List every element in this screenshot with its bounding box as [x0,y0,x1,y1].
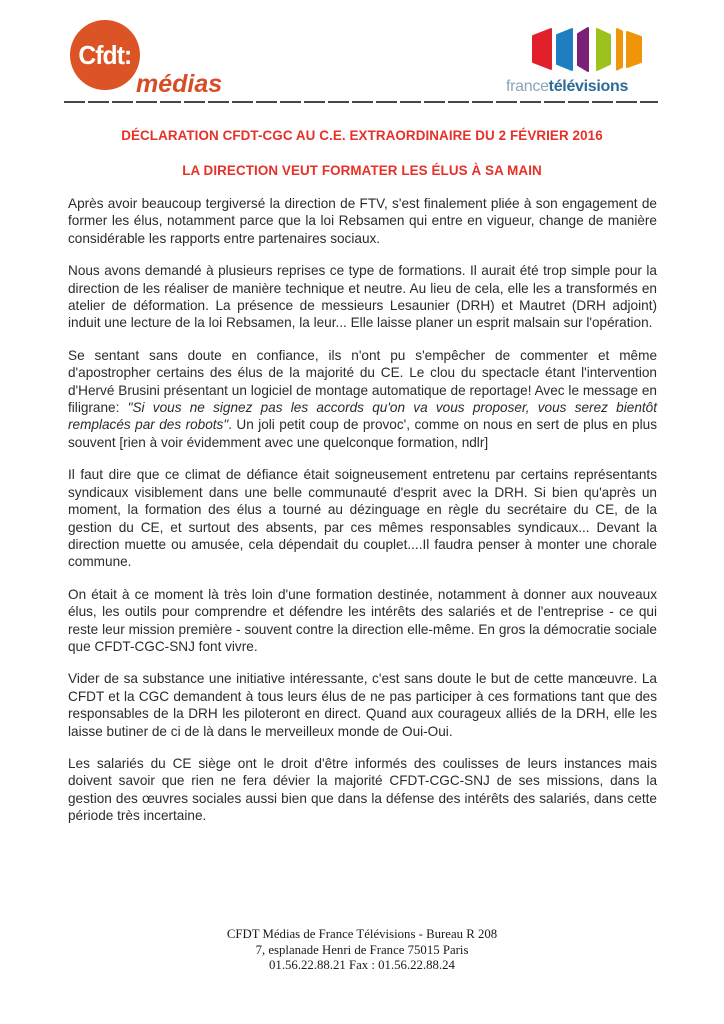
header-separator-line [64,101,658,103]
paragraph-6: Vider de sa substance une initiative intéressante, c'est sans doute le but de cette manœuvre. La CFDT et la CGC demandent à tous leurs élus de ne pas participer à ces formations tant que des responsables de la DRH les piloteront en direct. Quand aux courageux alliés de la DRH, elle les laisse butiner de ci de là dans le merveilleux monde de Oui-Oui. [68,671,657,739]
france-televisions-wordmark [506,78,628,96]
document-footer [0,927,724,974]
paragraph-1: Après avoir beaucoup tergiversé la direction de FTV, s'est finalement pliée à son engagement de former les élus, notamment parce que la loi Rebsamen qui entre en vigueur, change de manière considérable les rapports entre partenaires sociaux. [68,196,657,246]
footer-address-line1: CFDT Médias de France Télévisions - Bureau R 208 [226,927,498,941]
cfdt-logo-label: Cfdt: [78,39,132,70]
document-body [68,195,657,840]
paragraph-3 [68,347,657,451]
cfdt-medias-label: médias [136,70,223,98]
paragraph-3-quote: "Si vous ne signez pas les accords qu'on va vous proposer, vous serez bientôt remplacés par des robots" [68,400,657,433]
paragraph-2: Nous avons demandé à plusieurs reprises ce type de formations. Il aurait été trop simple pour la direction de les réaliser de manière technique et neutre. Au lieu de cela, elle les a transformés en atelier de déformation. La présence de messieurs Lesaunier (DRH) et Mautret (DRH adjoint) induit une lecture de la loi Rebsamen, la leur... Elle laisse planer un esprit malsain sur l'opération. [68,263,657,331]
document-title-line2: LA DIRECTION VEUT FORMATER LES ÉLUS À SA MAIN [182,163,542,178]
cfdt-logo-icon [70,20,140,90]
cfdt-medias-logo [70,20,230,100]
france-televisions-bars-icon [532,26,644,72]
paragraph-3-before-quote: Se sentant sans doute en confiance, ils n'ont pu s'empêcher de commenter et même d'apostropher certains des élus de la majorité du CE. Le clou du spectacle étant l'intervention d'Hervé Brusini présentant un logiciel de montage automatique de reportage! Avec le message en filigrane: [68,347,657,416]
footer-address-line2: 7, esplanade Henri de France 75015 Paris [255,942,469,957]
ftv-wordmark-televisions: télévisions [548,78,629,95]
paragraph-5: On était à ce moment là très loin d'une formation destinée, notamment à donner aux nouveaux élus, les outils pour comprendre et défendre les intérêts des salariés et de l'entreprise - ce qui reste leur mission première - souvent contre la direction elle-même. En gros la démocratie sociale que CFDT-CGC-SNJ font vivre. [68,586,657,654]
paragraph-4: Il faut dire que ce climat de défiance était soigneusement entretenu par certains représentants syndicaux visiblement dans une belle communauté d'esprit avec la DRH. Si bien qu'après un moment, la formation des élus a tourné au dézinguage en règle du secrétaire du CE, de la gestion du CE, et surtout des absents, par ces mêmes responsables syndicaux... Devant la direction muette ou amusée, cela dépendait du couplet....Il faudra penser à monter une chorale commune. [68,467,657,570]
paragraph-3-after-quote: . Un joli petit coup de provoc', comme on nous en sert de plus en plus souvent [rien à voir évidemment avec une quelconque formation, ndlr] [68,417,657,450]
france-televisions-logo [506,24,658,96]
document-title-line1: DÉCLARATION CFDT-CGC AU C.E. EXTRAORDINAIRE DU 2 FÉVRIER 2016 [121,128,603,143]
paragraph-7: Les salariés du CE siège ont le droit d'être informés des coulisses de leurs instances mais doivent savoir que rien ne fera dévier la majorité CFDT-CGC-SNJ de ses missions, dans la gestion des œuvres sociales aussi bien que dans la défense des intérêts des salariés, dans cette période très incertaine. [68,755,657,824]
ftv-wordmark-france: france [506,78,549,95]
footer-phone-line: 01.56.22.88.21 Fax : 01.56.22.88.24 [269,958,455,973]
